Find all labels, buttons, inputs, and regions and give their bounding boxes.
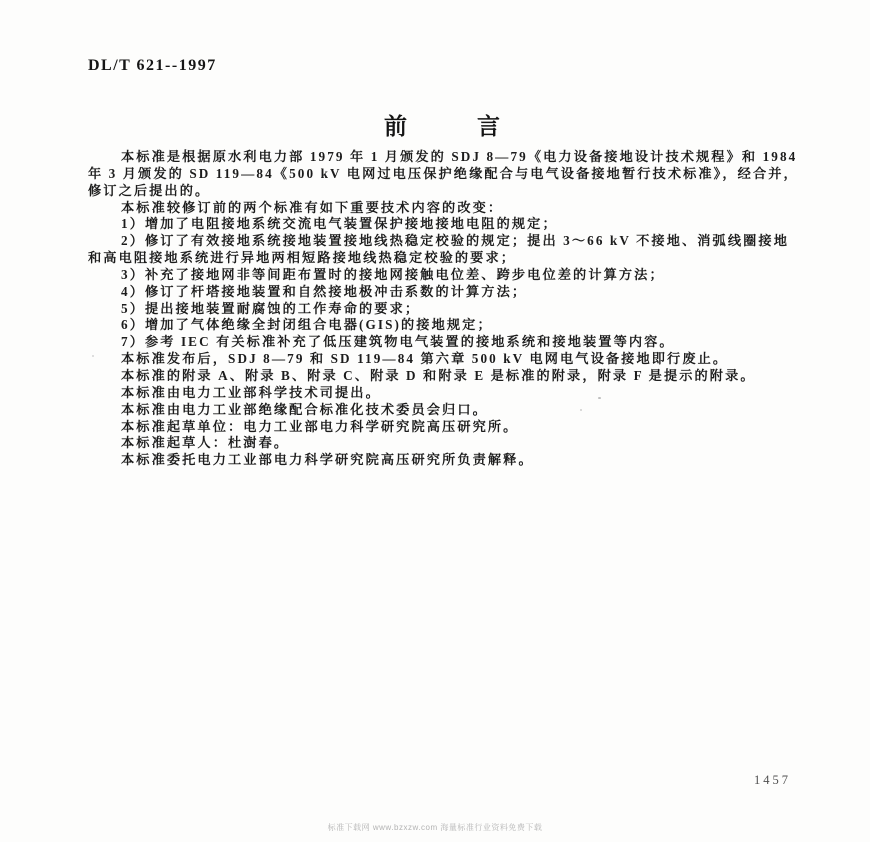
body-text: [88, 149, 800, 469]
body-line: 5）提出接地装置耐腐蚀的工作寿命的要求；: [121, 300, 421, 316]
body-line: 2）修订了有效接地系统接地装置接地线热稳定校验的规定；提出 3～66 kV 不接地、消弧线圈接地: [121, 233, 789, 249]
body-line: 4）修订了杆塔接地装置和自然接地极冲击系数的计算方法；: [121, 283, 528, 299]
body-line: 3）补充了接地网非等间距布置时的接地网接触电位差、跨步电位差的计算方法；: [121, 266, 665, 282]
body-line: 本标准起草人：杜澍春。: [121, 435, 290, 451]
body-line: 本标准起草单位：电力工业部电力科学研究院高压研究所。: [121, 418, 519, 434]
scan-speck: [598, 397, 601, 399]
body-line: 本标准的附录 A、附录 B、附录 C、附录 D 和附录 E 是标准的附录，附录 F 是提示的附录。: [121, 367, 756, 383]
body-line: 本标准是根据原水利电力部 1979 年 1 月颁发的 SDJ 8—79《电力设备接地设计技术规程》和 1984: [121, 149, 798, 164]
body-line: 本标准委托电力工业部电力科学研究院高压研究所负责解释。: [121, 452, 534, 468]
body-line: 7）参考 IEC 有关标准补充了低压建筑物电气装置的接地系统和接地装置等内容。: [121, 334, 675, 350]
body-line: 本标准较修订前的两个标准有如下重要技术内容的改变：: [121, 199, 504, 215]
page-number: 1457: [754, 773, 791, 787]
watermark-text: 标准下载网 www.bzxzw.com 海量标准行业资料免费下载: [327, 823, 543, 832]
scan-speck: [92, 355, 94, 357]
scan-speck: [580, 409, 582, 411]
body-line: 年 3 月颁发的 SD 119—84《500 kV 电网过电压保护绝缘配合与电气设备接地暂行技术标准》，经合并，: [88, 165, 799, 181]
body-line: 本标准发布后，SDJ 8—79 和 SD 119—84 第六章 500 kV 电网电气设备接地即行废止。: [121, 351, 729, 367]
standard-code: DL/T 621--1997: [88, 57, 217, 74]
body-line: 6）增加了气体绝缘全封闭组合电器(GIS)的接地规定；: [121, 317, 493, 333]
body-line: 本标准由电力工业部绝缘配合标准化技术委员会归口。: [121, 401, 488, 417]
body-line: 1）增加了电阻接地系统交流电气装置保护接地接地电阻的规定；: [121, 216, 558, 232]
body-line: 修订之后提出的。: [88, 182, 211, 198]
body-line: 和高电阻接地系统进行异地两相短路接地线热稳定校验的要求；: [88, 250, 517, 266]
body-line: 本标准由电力工业部科学技术司提出。: [121, 384, 381, 400]
page-title: 前言: [384, 114, 570, 139]
